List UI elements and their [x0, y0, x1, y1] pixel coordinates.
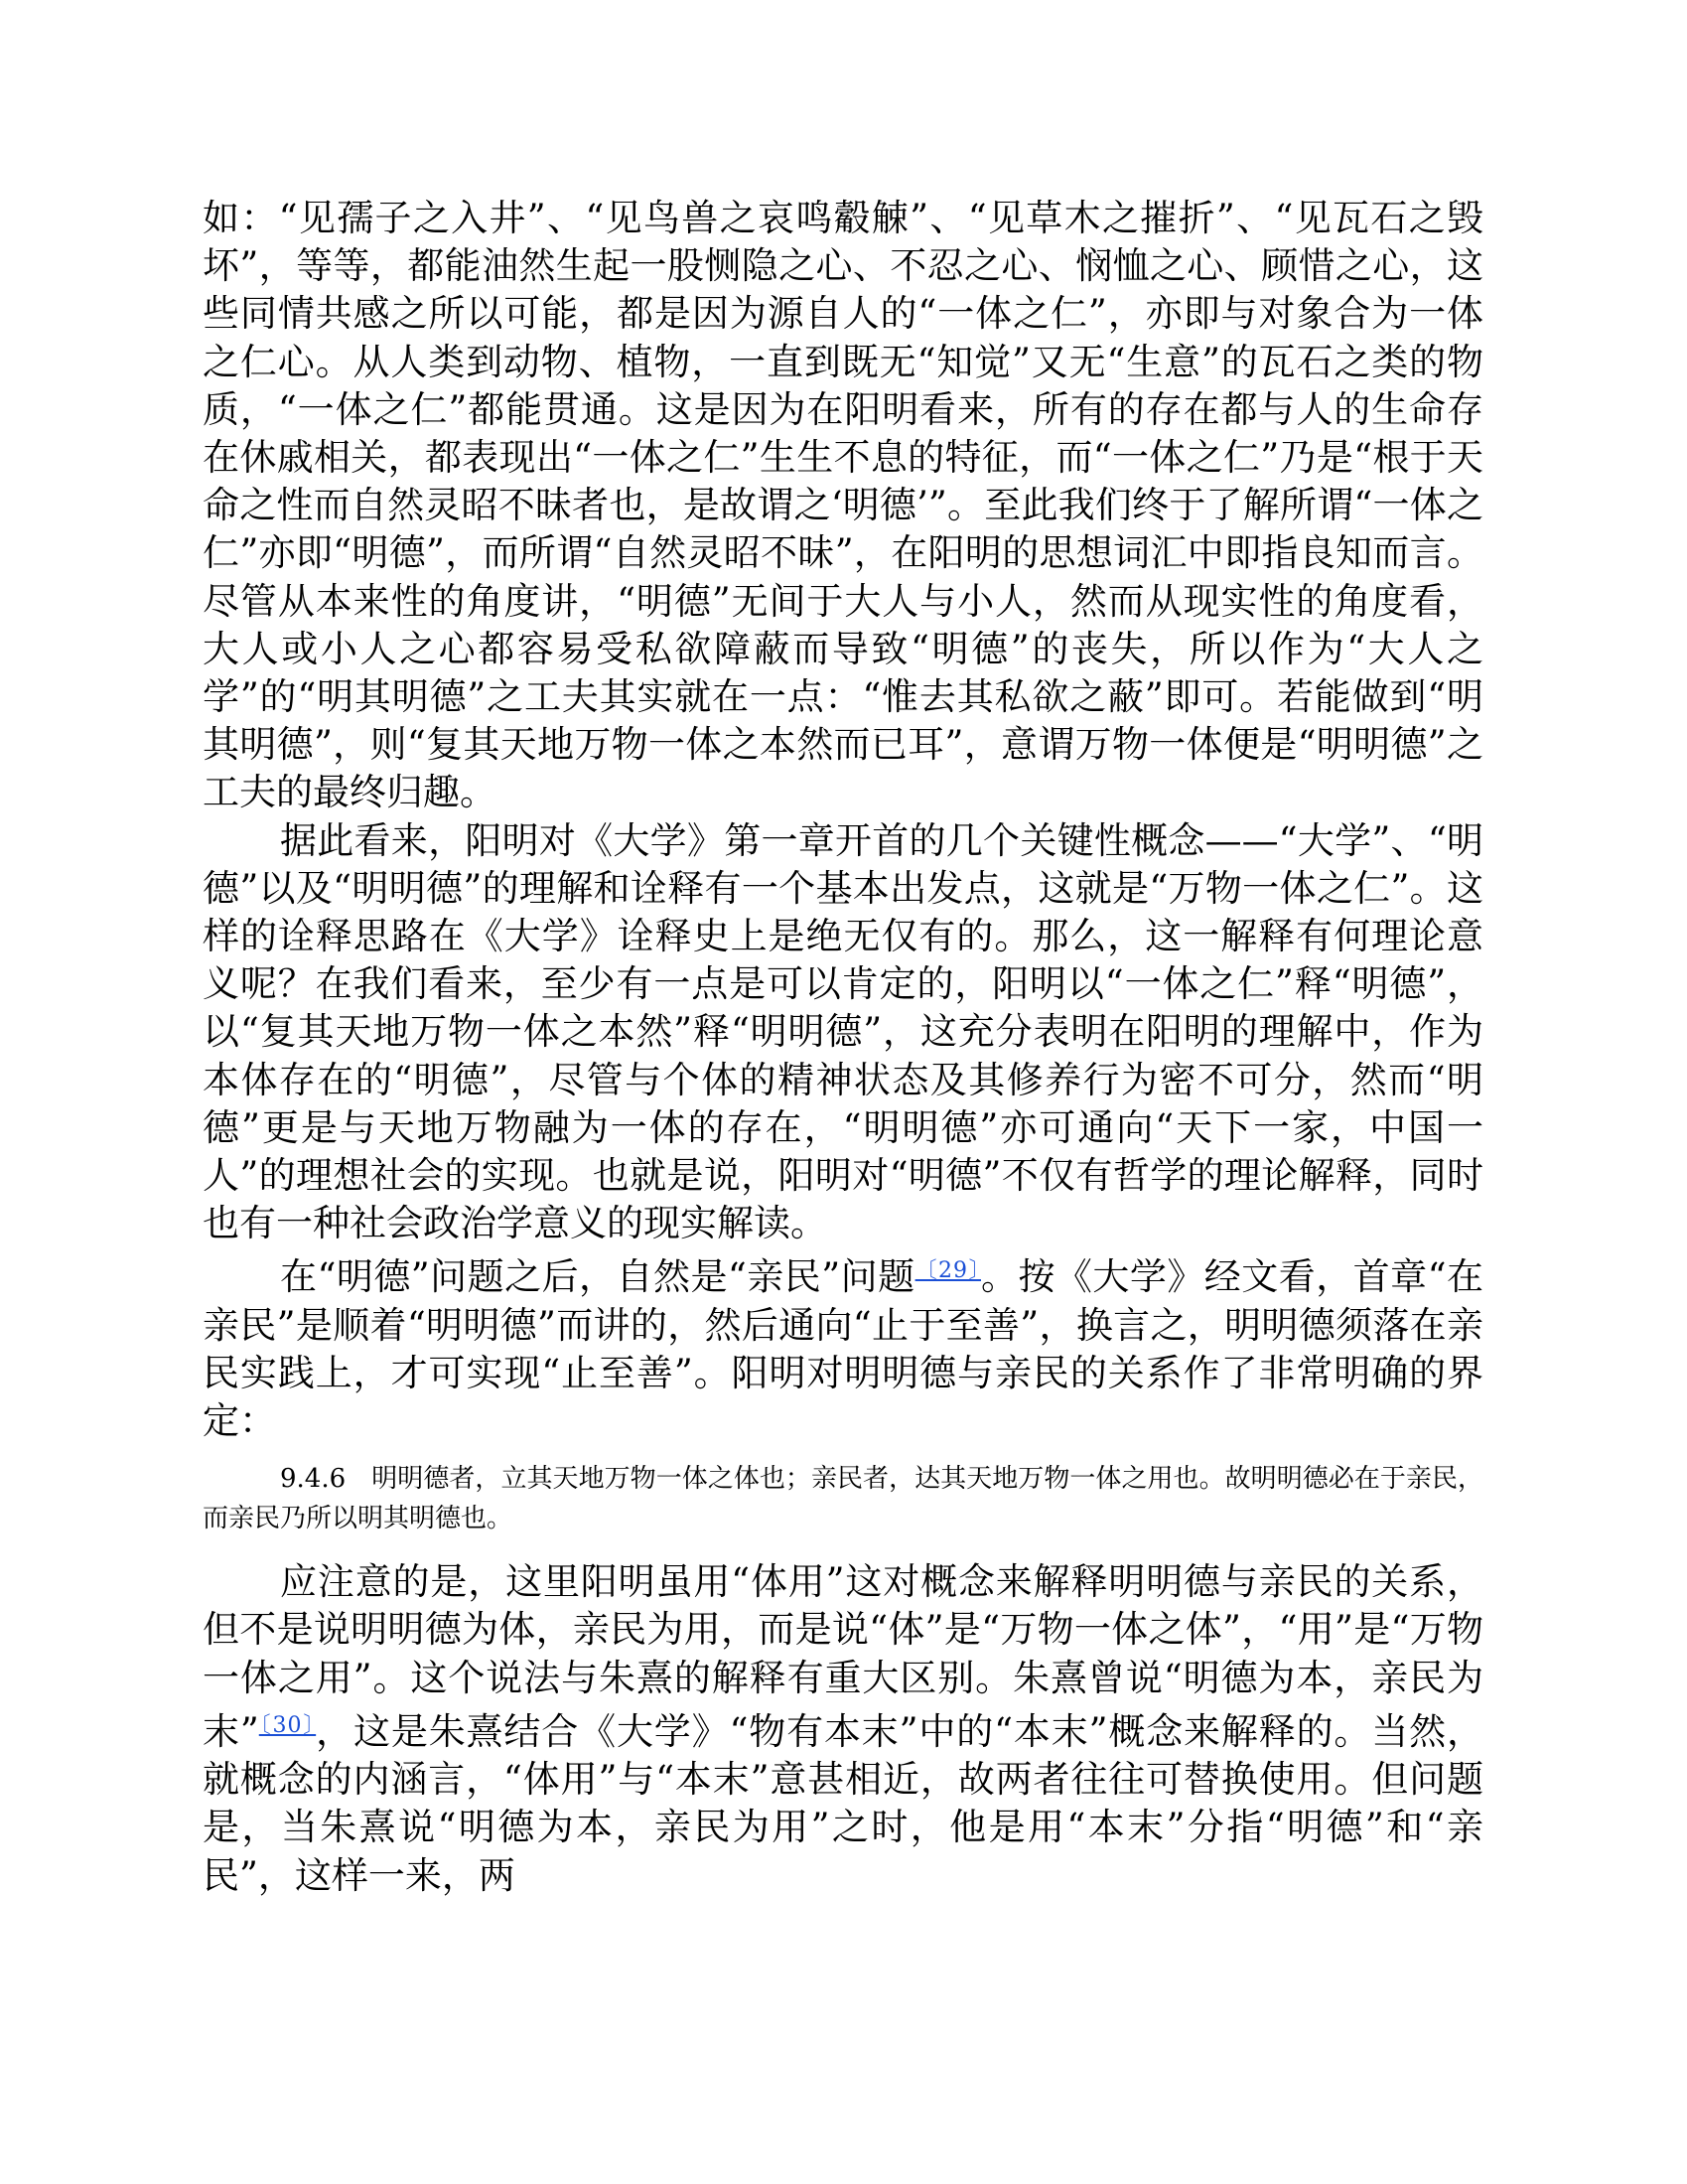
quote-number: 9.4.6	[280, 1464, 347, 1495]
paragraph-3-text-a: 在“明德”问题之后，自然是“亲民”问题	[280, 1255, 915, 1299]
block-quote	[203, 1459, 1483, 1538]
quote-text: 明明德者，立其天地万物一体之体也；亲民者，达其天地万物一体之用也。故明明德必在于亲民，而亲民乃所以明其明德也。	[203, 1464, 1483, 1534]
document-page	[203, 195, 1483, 1900]
paragraph-4-text-a: 应注意的是，这里阳明虽用“体用”这对概念来解释明明德与亲民的关系，但不是说明明德为体，亲民为用，而是说“体”是“万物一体之体”，“用”是“万物一体之用”。这个说法与朱熹的解释有重大区别。朱熹曾说“明德为本，亲民为末”	[203, 1560, 1483, 1753]
footnote-link-29[interactable]: 〔29〕	[914, 1258, 981, 1284]
paragraph-4-text-b: ，这是朱熹结合《大学》“物有本末”中的“本末”概念来解释的。当然，就概念的内涵言，“体用”与“本末”意甚相近，故两者往往可替换使用。但问题是，当朱熹说“明德为本，亲民为用”之时，他是用“本末”分指“明德”和“亲民”，这样一来，两	[203, 1709, 1483, 1897]
footnote-link-30[interactable]: 〔30〕	[258, 1712, 317, 1738]
paragraph-4	[203, 1558, 1483, 1899]
paragraph-2: 据此看来，阳明对《大学》第一章开首的几个关键性概念——“大学”、“明德”以及“明明德”的理解和诠释有一个基本出发点，这就是“万物一体之仁”。这样的诠释思路在《大学》诠释史上是绝无仅有的。那么，这一解释有何理论意义呢？在我们看来，至少有一点是可以肯定的，阳明以“一体之仁”释“明德”，以“复其天地万物一体之本然”释“明明德”，这充分表明在阳明的理解中，作为本体存在的“明德”，尽管与个体的精神状态及其修养行为密不可分，然而“明德”更是与天地万物融为一体的存在，“明明德”亦可通向“天下一家，中国一人”的理想社会的实现。也就是说，阳明对“明德”不仅有哲学的理论解释，同时也有一种社会政治学意义的现实解读。	[203, 818, 1483, 1245]
paragraph-3	[203, 1247, 1483, 1445]
paragraph-1: 如：“见孺子之入井”、“见鸟兽之哀鸣觳觫”、“见草木之摧折”、“见瓦石之毁坏”，等等，都能油然生起一股恻隐之心、不忍之心、悯恤之心、顾惜之心，这些同情共感之所以可能，都是因为源自人的“一体之仁”，亦即与对象合为一体之仁心。从人类到动物、植物，一直到既无“知觉”又无“生意”的瓦石之类的物质，“一体之仁”都能贯通。这是因为在阳明看来，所有的存在都与人的生命存在休戚相关，都表现出“一体之仁”生生不息的特征，而“一体之仁”乃是“根于天命之性而自然灵昭不昧者也，是故谓之‘明德’”。至此我们终于了解所谓“一体之仁”亦即“明德”，而所谓“自然灵昭不昧”，在阳明的思想词汇中即指良知而言。尽管从本来性的角度讲，“明德”无间于大人与小人，然而从现实性的角度看，大人或小人之心都容易受私欲障蔽而导致“明德”的丧失，所以作为“大人之学”的“明其明德”之工夫其实就在一点：“惟去其私欲之蔽”即可。若能做到“明其明德”，则“复其天地万物一体之本然而已耳”，意谓万物一体便是“明明德”之工夫的最终归趣。	[203, 197, 1483, 814]
paragraph-3-text-b: 。按《大学》经文看，首章“在亲民”是顺着“明明德”而讲的，然后通向“止于至善”，换言之，明明德须落在亲民实践上，才可实现“止至善”。阳明对明明德与亲民的关系作了非常明确的界定：	[203, 1255, 1483, 1443]
